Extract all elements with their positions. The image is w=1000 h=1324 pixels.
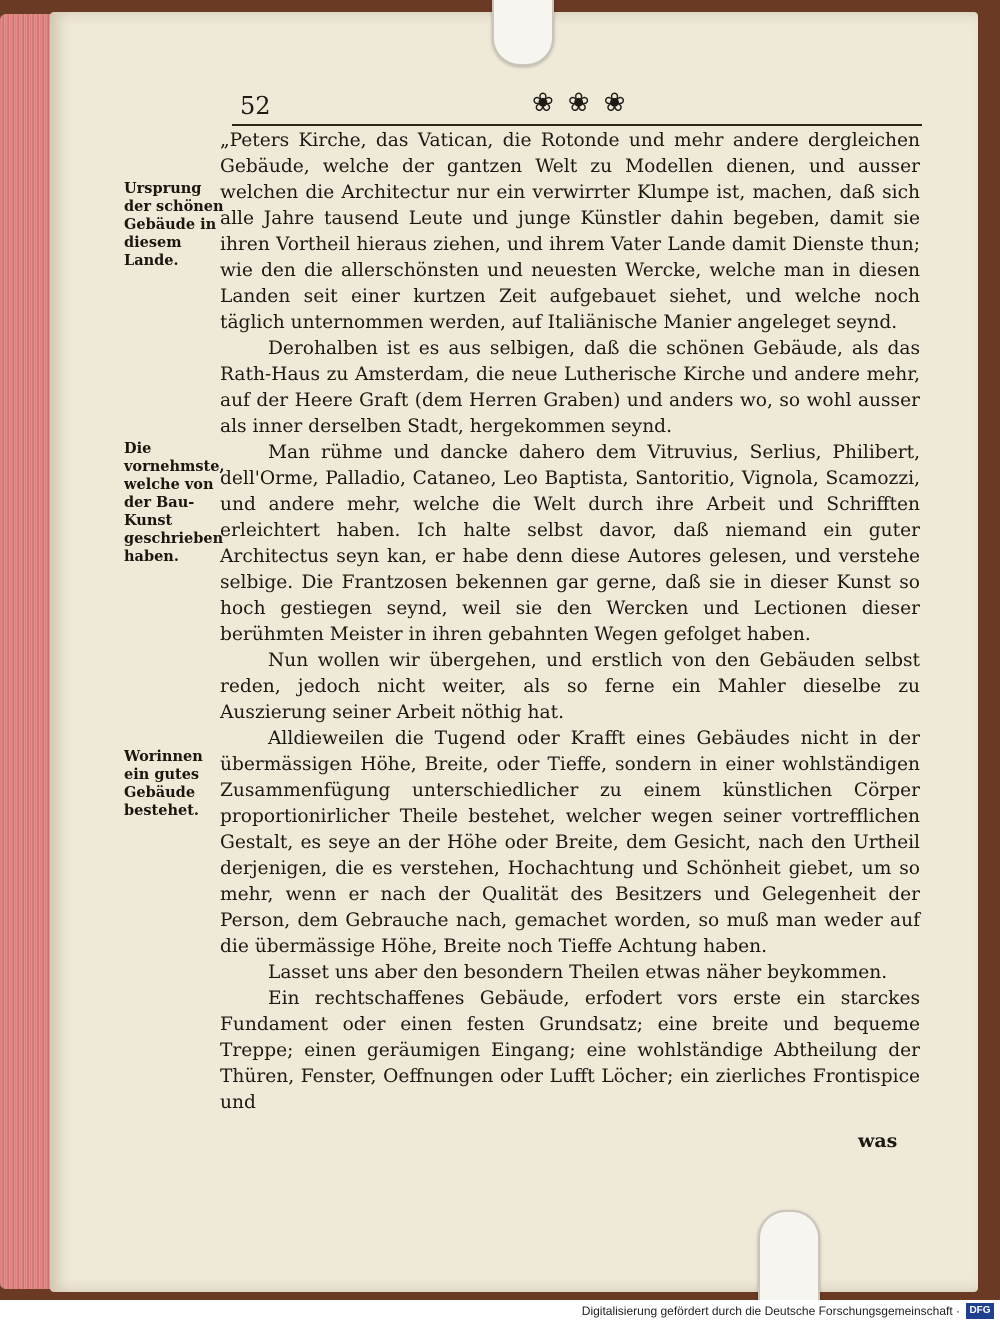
margin-note-good-building: Worinnen ein gutes Gebäude bestehet.	[124, 748, 203, 819]
paragraph: Derohalben ist es aus selbigen, daß die schönen Gebäude, als das Rath-Haus zu Amsterdam, die neue Lutherische Kirche und andere mehr, auf der Heere Graft (dem Herren Graben) und anders wo, so wohl ausser als inner derselben Stadt, hergekommen seynd.	[220, 338, 920, 437]
paragraph: Lasset uns aber den besondern Theilen etwas näher beykommen.	[268, 962, 888, 983]
body-text	[220, 128, 920, 1116]
paragraph: Ein rechtschaffenes Gebäude, erfodert vors erste ein starckes Fundament oder einen festen Grundsatz; eine breite und bequeme Treppe; einen geräumigen Eingang; eine wohlständige Abtheilung der Thüren, Fenster, Oeffnungen oder Lufft Löcher; ein zierliches Frontispice und	[220, 988, 920, 1113]
page-number: 52	[240, 92, 271, 120]
paragraph: Man rühme und dancke dahero dem Vitruvius, Serlius, Philibert, dell'Orme, Palladio, Cataneo, Leo Baptista, Santoritio, Vignola, Scamozzi, und andere mehr, welche die Welt durch ihre Arbeit und Schrifften erleichtert haben. Ich halte selbst davor, daß niemand ein guter Architectus seyn kan, er habe denn diese Autores gelesen, und verstehe selbige. Die Frantzosen bekennen gar gerne, daß sie in dieser Kunst so hoch gestiegen seynd, weil sie den Wercken und Lectionen dieser berühmten Meister in ihren gebahnten Wegen gefolget haben.	[220, 442, 920, 645]
header-rule	[232, 124, 922, 126]
page-header	[232, 88, 922, 128]
header-ornament: ❀❀❀	[532, 88, 640, 118]
funding-credit: Digitalisierung gefördert durch die Deutsche Forschungsgemeinschaft ·	[581, 1304, 960, 1318]
margin-note-origin: Ursprung der schönen Gebäude in diesem Lande.	[124, 180, 224, 269]
paragraph: „Peters Kirche, das Vatican, die Rotonde und mehr andere dergleichen Gebäude, welche der gantzen Welt zu Modellen dienen, und ausser welchen die Architectur nur ein verwirrter Klumpe ist, machen, daß sich alle Jahre tausend Leute und junge Künstler dahin begeben, damit sie ihren Vortheil hieraus ziehen, und ihrem Vater Lande damit Dienste thun; wie den die allerschönsten und neuesten Wercke, welche man in diesen Landen seit einer kurtzen Zeit aufgebauet siehet, und welche noch täglich unternommen werden, auf Italiänische Manier angeleget seynd.	[220, 130, 920, 333]
catchword: was	[858, 1130, 898, 1152]
footer-bar	[0, 1300, 1000, 1324]
paragraph: Nun wollen wir übergehen, und erstlich von den Gebäuden selbst reden, jedoch nicht weiter, als so ferne ein Mahler dieselbe zu Auszierung seiner Arbeit nöthig hat.	[220, 650, 920, 723]
paragraph: Alldieweilen die Tugend oder Krafft eines Gebäudes nicht in der übermässigen Höhe, Breite, oder Tieffe, sondern in einer wohlständigen Zusammenfügung unterschiedlicher zu einem künstlichen Cörper proportionirlicher Theile bestehet, welcher wegen seiner vortrefflichen Gestalt, es seye an der Höhe oder Breite, dem Gesicht, nach den Urtheil derjenigen, die es verstehen, Hochachtung und Schönheit giebet, um so mehr, wenn er nach der Qualität des Besitzers und Gelegenheit der Person, dem Gebrauche nach, gemachet worden, so muß man weder auf die übermässige Höhe, Breite noch Tieffe Achtung haben.	[220, 728, 920, 957]
margin-note-authors: Die vornehmste, welche von der Bau-Kunst geschrieben haben.	[124, 440, 225, 565]
bottom-page-clip	[758, 1210, 820, 1302]
dfg-logo: DFG	[966, 1303, 994, 1319]
top-page-clip	[492, 0, 554, 66]
